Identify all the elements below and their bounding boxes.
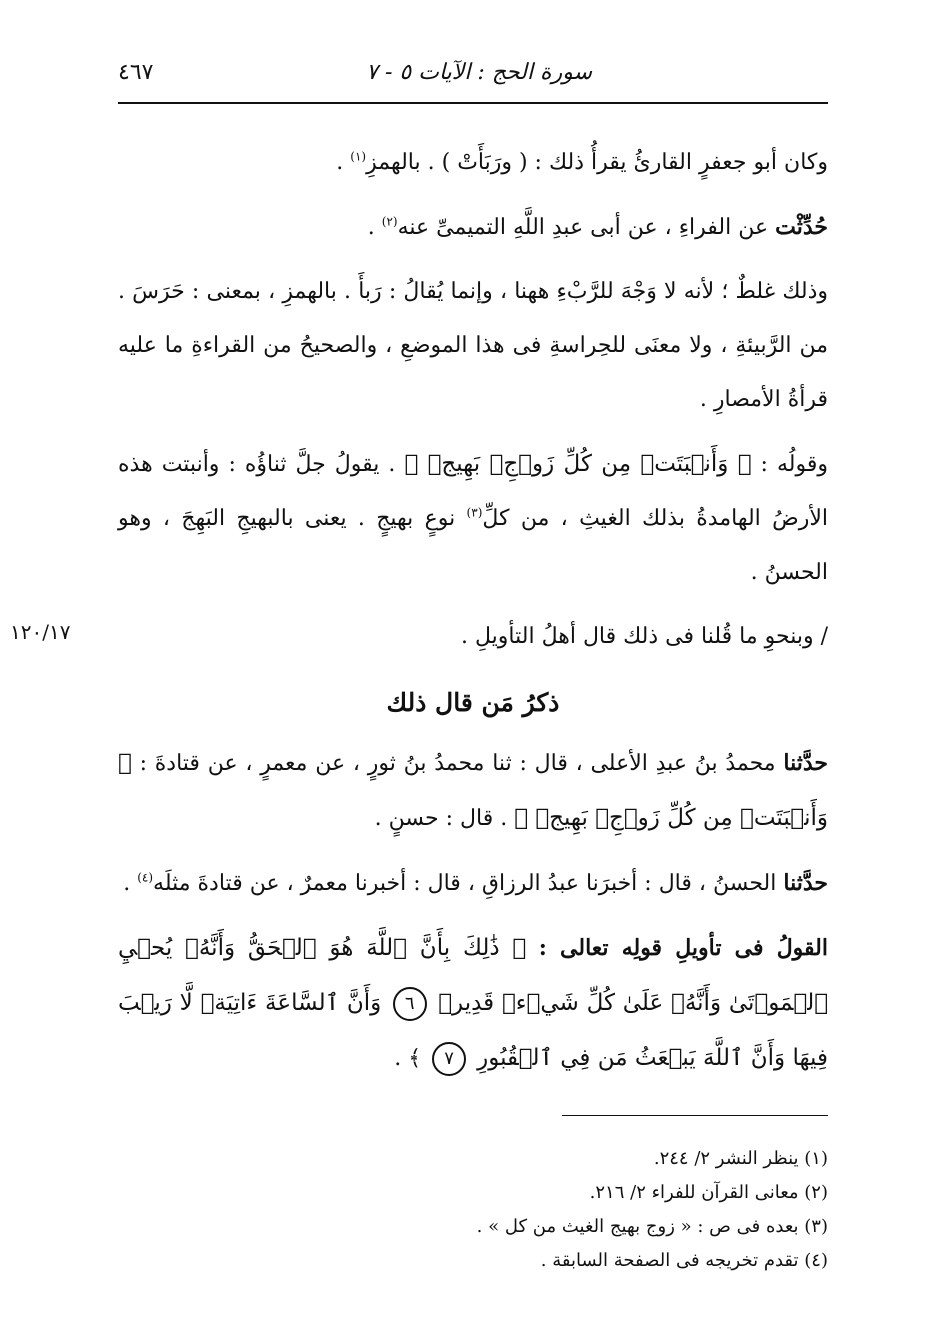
footnote-ref-1: (١) [350,149,367,164]
paragraph-4-tail: نوعٍ بهيجٍ . يعنى بالبهيجِ البَهِجَ ، وهو الحسنُ . [118,506,828,585]
paragraph-8-end: ﴾ . [394,1046,422,1071]
paragraph-2-lead: حُدِّثْت [775,214,828,240]
paragraph-6-text: محمدُ بنُ عبدِ الأعلى ، قال : ثنا محمدُ بنُ ثورٍ ، عن معمرٍ ، عن قتادةَ : [139,751,776,776]
paragraph-7-text: الحسنُ ، قال : أخبرَنا عبدُ الرزاقِ ، قال : أخبرنا معمرٌ ، عن قتادةَ مثلَه [153,871,777,896]
running-header [118,56,828,96]
header-divider [118,102,828,104]
page-number: ٤٦٧ [118,60,154,85]
footnote-ref-3: (٣) [466,505,483,520]
paragraph-2-end: . [367,215,375,240]
footnote-1: (١) ينظر النشر ٢/ ٢٤٤. [653,1148,828,1169]
paragraph-6-end: . قال : حسنٍ . [374,806,508,831]
paragraph-2-text: عن الفراءِ ، عن أبى عبدِ اللَّهِ التميمىِّ عنه [397,215,769,240]
footnote-divider [562,1115,828,1116]
main-text [118,136,828,1086]
quran-quote-2: ﴿ وَأَنۢبَتَتۡ مِن كُلِّ زَوۡجِۭ بَهِيجٖ ﴾ [118,750,828,831]
paragraph-7-end: . [123,871,131,896]
paragraph-1-text: وكان أبو جعفرٍ القارئُ يقرأُ ذلك : ( ورَبَأَتْ ) . بالهمزِ [366,150,828,175]
ayah-number-7-icon: ٧ [432,1042,466,1076]
paragraph-8 [118,921,828,1086]
header-title: سورة الحج : الآيات ٥ - ٧ [366,60,592,85]
section-heading: ذكرُ مَن قال ذلك [386,688,560,717]
footnote-ref-2: (٢) [381,214,398,229]
paragraph-1-end: . [336,150,344,175]
footnote-2: (٢) معانى القرآن للفراء ٢/ ٢١٦. [589,1182,828,1203]
margin-reference: ١٢٠/١٧ [10,620,71,644]
paragraph-4 [118,437,828,600]
paragraph-5: / وبنحوِ ما قُلنا فى ذلك قال أهلُ التأويلِ . [461,624,828,649]
quran-verse-7: وَأَنَّ ٱلسَّاعَةَ ءَاتِيَةٞ لَّا رَيۡبَ فِيهَا وَأَنَّ ٱللَّهَ يَبۡعَثُ مَن فِي ٱلۡقُبُورِ [118,990,828,1071]
quran-verse-6: ﴿ ذَٰلِكَ بِأَنَّ ٱللَّهَ هُوَ ٱلۡحَقُّ وَأَنَّهُۥ يُحۡيِ ٱلۡمَوۡتَىٰ وَأَنَّهُۥ عَلَىٰ كُلِّ شَيۡءٖ قَدِيرٞ [118,935,828,1016]
paragraph-6 [118,736,828,846]
paragraph-8-lead: القولُ فى تأويلِ قولِه تعالى : [538,935,828,961]
paragraph-4-text: . يقولُ جلَّ ثناؤُه : وأنبتت هذه الأرضُ الهامدةُ بذلك الغيثِ ، من كلِّ [118,452,828,531]
paragraph-7 [118,856,828,911]
footnotes [118,1142,828,1278]
paragraph-6-lead: حدَّثنا [783,750,828,776]
quran-quote-1: ﴿ وَأَنۢبَتَتۡ مِن كُلِّ زَوۡجِۭ بَهِيجٖ ﴾ [404,451,752,477]
footnote-ref-4: (٤) [137,870,154,885]
paragraph-4-lead: وقولُه : [760,452,828,477]
footnote-4: (٤) تقدم تخريجه فى الصفحة السابقة . [540,1250,828,1271]
paragraph-3: وذلك غلطٌ ؛ لأنه لا وَجْهَ للرَّبْءِ ههنا ، وإنما يُقالُ : رَبأَ . بالهمزِ ، بمعنى : حَرَسَ . من الرَّبيئةِ ، ولا معنَى للحِراسةِ فى هذا الموضعِ ، والصحيحُ من القراءةِ ما عليه قرأةُ الأمصارِ . [118,279,828,412]
paragraph-1 [118,136,828,190]
footnote-3: (٣) بعده فى ص : « زوج بهيج الغيث من كل » . [476,1216,828,1237]
paragraph-2 [118,200,828,255]
ayah-number-6-icon: ٦ [393,987,427,1021]
paragraph-7-lead: حدَّثنا [783,870,828,896]
